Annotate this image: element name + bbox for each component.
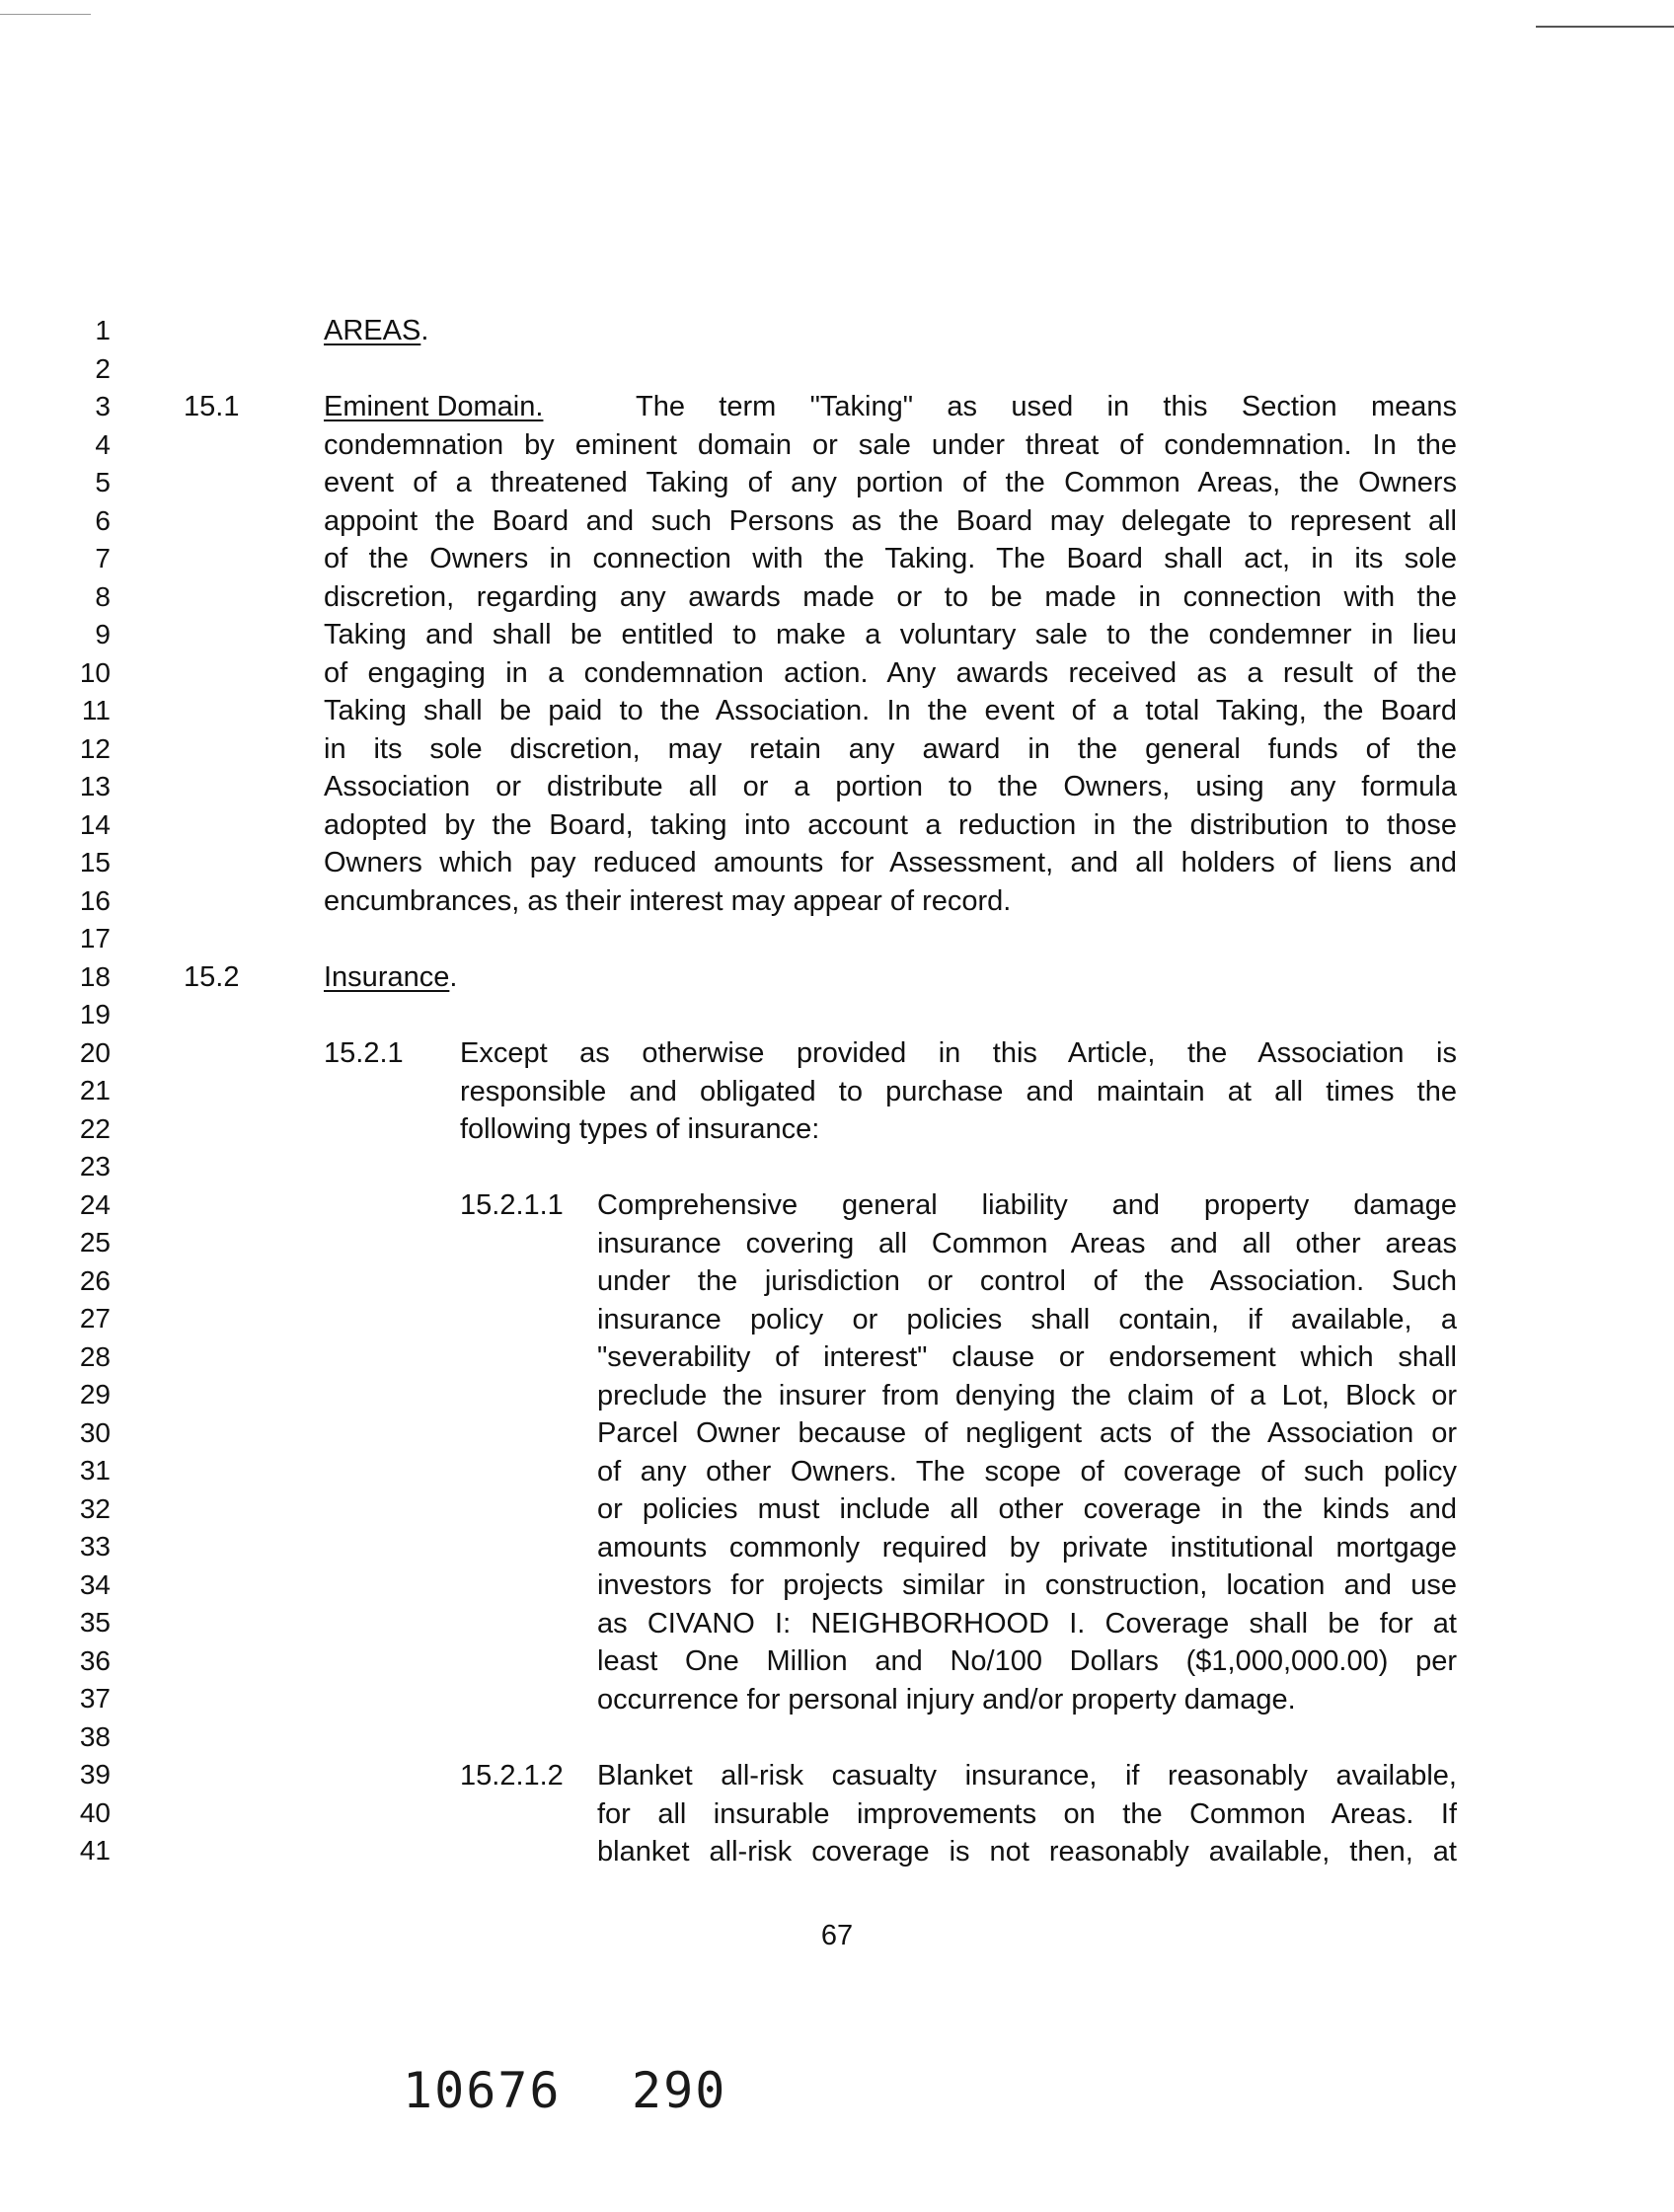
section-15-2-1-2-number: 15.2.1.2: [460, 1760, 564, 1792]
section-15-2-1-1-number: 15.2.1.1: [460, 1189, 564, 1221]
line-number: 16: [79, 884, 111, 916]
line-number: 6: [95, 504, 111, 536]
line-number: 31: [79, 1455, 111, 1486]
text-line: of the Owners in connection with the Taking. The Board shall act, in its sole: [324, 543, 1457, 574]
section-15-2-1-number: 15.2.1: [324, 1037, 404, 1069]
text-line: Blanket all-risk casualty insurance, if reasonably available,: [597, 1760, 1457, 1792]
line-number: 41: [79, 1835, 111, 1866]
line-number: 21: [79, 1075, 111, 1106]
line-number: 4: [95, 428, 111, 460]
recording-book-number: 10676: [403, 2062, 562, 2119]
text-line: discretion, regarding any awards made or to be made in connection with the: [324, 580, 1457, 613]
text-line: under the jurisdiction or control of the Association. Such: [597, 1265, 1457, 1297]
line-number: 28: [79, 1340, 111, 1372]
line-number: 13: [79, 771, 111, 801]
line-number: 39: [79, 1759, 111, 1790]
line-number: 29: [79, 1379, 111, 1410]
line-number: 7: [95, 543, 111, 573]
top-left-scan-mark: [0, 14, 91, 15]
line-number: 1: [95, 315, 111, 345]
text-line: Association or distribute all or a portion to the Owners, using any formula: [324, 771, 1457, 802]
section-15-1-title: [324, 388, 620, 425]
insurance-title-period: .: [449, 961, 458, 993]
text-line: Taking shall be paid to the Association. In the event of a total Taking, the Board: [324, 695, 1457, 726]
text-line: preclude the insurer from denying the claim of a Lot, Block or: [597, 1379, 1457, 1411]
recording-page-number: 290: [632, 2062, 727, 2119]
section-15-2-title: [324, 958, 457, 996]
line-number: 8: [95, 580, 111, 612]
line-number: 32: [79, 1492, 111, 1524]
line-number: 11: [81, 695, 111, 725]
line-number: 14: [79, 808, 111, 840]
line-number: 40: [79, 1796, 111, 1828]
text-line: responsible and obligated to purchase and maintain at all times the: [460, 1075, 1457, 1107]
line-number: 17: [79, 923, 111, 953]
eminent-domain-title: Eminent Domain.: [324, 391, 544, 422]
line-number: 10: [79, 656, 111, 688]
text-line: for all insurable improvements on the Common Areas. If: [597, 1797, 1457, 1830]
text-line: amounts commonly required by private institutional mortgage: [597, 1531, 1457, 1564]
line-number: 23: [79, 1151, 111, 1182]
line-number: 2: [95, 352, 111, 384]
text-line: appoint the Board and such Persons as the Board may delegate to represent all: [324, 504, 1457, 537]
line-number: 38: [79, 1720, 111, 1752]
text-line: event of a threatened Taking of any portion of the Common Areas, the Owners: [324, 467, 1457, 498]
line-number: 35: [79, 1607, 111, 1638]
top-right-scan-mark: [1536, 26, 1674, 28]
insurance-title: Insurance: [324, 961, 450, 993]
text-line: Owners which pay reduced amounts for Assessment, and all holders of liens and: [324, 847, 1457, 878]
text-line: condemnation by eminent domain or sale under threat of condemnation. In the: [324, 428, 1457, 461]
line-number: 12: [79, 732, 111, 764]
section-15-1-number: 15.1: [184, 391, 240, 422]
line-number: 30: [79, 1416, 111, 1448]
text-line: following types of insurance:: [460, 1113, 820, 1145]
text-line: investors for projects similar in construction, location and use: [597, 1569, 1457, 1601]
section-15-2-number: 15.2: [184, 961, 240, 993]
text-line: insurance policy or policies shall contain, if available, a: [597, 1303, 1457, 1335]
text-line: "severability of interest" clause or endorsement which shall: [597, 1341, 1457, 1373]
heading-period: .: [420, 315, 429, 346]
line-number: 15: [79, 847, 111, 877]
line-number: 24: [79, 1188, 111, 1220]
line-number: 5: [95, 467, 111, 497]
line-number: 18: [79, 960, 111, 992]
text-line: blanket all-risk coverage is not reasonably available, then, at: [597, 1836, 1457, 1868]
line-number: 37: [79, 1683, 111, 1714]
text-line: Comprehensive general liability and property damage: [597, 1189, 1457, 1221]
text-line: adopted by the Board, taking into account a reduction in the distribution to those: [324, 808, 1457, 841]
line-number: 25: [79, 1227, 111, 1258]
text-line: encumbrances, as their interest may appear of record.: [324, 884, 1012, 917]
page-number: 67: [820, 1920, 854, 1951]
text-line: least One Million and No/100 Dollars ($1,000,000.00) per: [597, 1645, 1457, 1677]
line-number: 26: [79, 1264, 111, 1296]
section-heading: [324, 312, 428, 349]
line-number: 27: [79, 1303, 111, 1334]
text-line: of any other Owners. The scope of coverage of such policy: [597, 1455, 1457, 1487]
text-line: The term "Taking" as used in this Section means: [636, 391, 1457, 422]
text-line: Taking and shall be entitled to make a voluntary sale to the condemner in lieu: [324, 619, 1457, 650]
line-number: 22: [79, 1112, 111, 1144]
line-number: 33: [79, 1531, 111, 1562]
line-number: 34: [79, 1568, 111, 1600]
text-line: Parcel Owner because of negligent acts of the Association or: [597, 1417, 1457, 1449]
text-line: as CIVANO I: NEIGHBORHOOD I. Coverage shall be for at: [597, 1607, 1457, 1640]
line-number: 3: [95, 391, 111, 421]
text-line: of engaging in a condemnation action. Any awards received as a result of the: [324, 656, 1457, 689]
text-line: Except as otherwise provided in this Article, the Association is: [460, 1037, 1457, 1069]
text-line: in its sole discretion, may retain any award in the general funds of the: [324, 732, 1457, 765]
line-number: 20: [79, 1036, 111, 1068]
line-number: 36: [79, 1644, 111, 1676]
text-line: insurance covering all Common Areas and all other areas: [597, 1227, 1457, 1259]
text-line: or policies must include all other coverage in the kinds and: [597, 1493, 1457, 1525]
heading-text: AREAS: [324, 315, 421, 346]
line-number: 19: [79, 999, 111, 1030]
line-number: 9: [95, 619, 111, 649]
text-line: occurrence for personal injury and/or property damage.: [597, 1683, 1296, 1716]
